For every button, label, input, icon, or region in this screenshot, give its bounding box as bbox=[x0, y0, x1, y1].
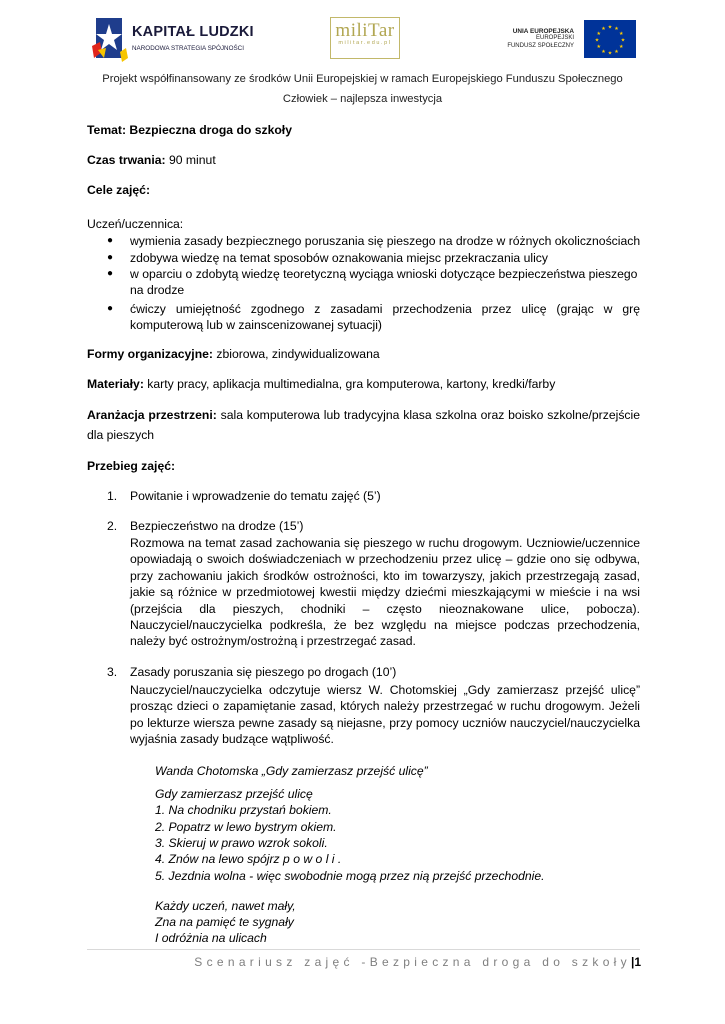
goal-item: w oparciu o zdobytą wiedzę teoretyczną wyciąga wnioski dotyczące bezpieczeństwa pieszego bbox=[130, 267, 638, 281]
step-title: Powitanie i wprowadzenie do tematu zajęć (5’) bbox=[130, 489, 381, 503]
kapital-ludzki-star-icon bbox=[90, 16, 128, 62]
materials-line bbox=[87, 376, 640, 392]
goal-item-continuation: na drodze bbox=[130, 283, 185, 297]
footer-separator: | bbox=[630, 955, 635, 969]
duration-label: Czas trwania: bbox=[87, 153, 166, 167]
eu-line-1: UNIA EUROPEJSKA bbox=[512, 28, 574, 35]
eu-line-3: FUNDUSZ SPOŁECZNY bbox=[507, 42, 574, 49]
svg-text:★: ★ bbox=[619, 44, 624, 50]
eu-text bbox=[507, 28, 574, 50]
poem-line: 3. Skieruj w prawo wzrok sokoli. bbox=[155, 836, 328, 850]
step-title: Zasady poruszania się pieszego po drogach (10’) bbox=[130, 665, 397, 679]
svg-text:★: ★ bbox=[601, 26, 606, 33]
step-number: 1. bbox=[107, 489, 118, 503]
goal-item-continuation: komputerową lub w zainscenizowanej sytuacji) bbox=[130, 318, 382, 332]
kapital-ludzki-logo bbox=[90, 14, 265, 62]
course-heading: Przebieg zajęć: bbox=[87, 459, 176, 473]
forms-value: zbiorowa, zindywidualizowana bbox=[212, 347, 380, 361]
topic-heading: Temat: Bezpieczna droga do szkoły bbox=[87, 123, 292, 137]
svg-text:★: ★ bbox=[614, 48, 619, 55]
step-text: Nauczyciel/nauczycielka odczytuje wiersz W. Chotomskiej „Gdy zamierzasz przejść ulicę” prosząc dzieci o zapamiętanie zasad, których należy przestrzegać w ruchu drogowym. Jeżeli po lekturze wiersza pewne zasady są niejasne, przy pomocy uczniów nauczyciel/nauczycielka wyjaśnia zasady budzące wątpliwość. bbox=[130, 683, 640, 747]
poem-line: 1. Na chodniku przystań bokiem. bbox=[155, 803, 332, 817]
space-line bbox=[87, 405, 640, 445]
poem-line: 2. Popatrz w lewo bystrym okiem. bbox=[155, 820, 337, 834]
svg-text:★: ★ bbox=[596, 31, 601, 37]
footer-divider bbox=[87, 949, 640, 950]
poem-line: Gdy zamierzasz przejść ulicę bbox=[155, 787, 313, 801]
svg-text:★: ★ bbox=[614, 26, 619, 33]
goal-item: zdobywa wiedzę na temat sposobów oznakowania miejsc przekraczania ulicy bbox=[130, 251, 548, 265]
svg-text:★: ★ bbox=[594, 37, 600, 44]
goal-item: wymienia zasady bezpiecznego poruszania się pieszego na drodze w różnych okolicznościach bbox=[130, 234, 641, 248]
materials-value: karty pracy, aplikacja multimedialna, gra komputerowa, kartony, kredki/farby bbox=[143, 377, 556, 391]
militar-url: militar.edu.pl bbox=[338, 40, 392, 46]
duration-line bbox=[87, 152, 640, 168]
svg-text:★: ★ bbox=[620, 37, 626, 44]
svg-text:★: ★ bbox=[619, 31, 624, 37]
bullet-icon: ● bbox=[107, 268, 114, 279]
goal-item: ćwiczy umiejętność zgodnego z zasadami przechodzenia przez ulicę (grając w grę bbox=[130, 302, 640, 316]
poem-line: I odróżnia na ulicach bbox=[155, 931, 267, 945]
militar-logo bbox=[330, 17, 400, 59]
step-title: Bezpieczeństwo na drodze (15’) bbox=[130, 519, 304, 533]
kapital-ludzki-title: KAPITAŁ LUDZKI bbox=[132, 24, 254, 40]
poem-line: Każdy uczeń, nawet mały, bbox=[155, 899, 296, 913]
page-number: 1 bbox=[634, 955, 641, 969]
step-number: 2. bbox=[107, 519, 118, 533]
forms-line bbox=[87, 346, 640, 362]
footer-text: Scenariusz zajęć -Bezpieczna droga do szkoły bbox=[194, 955, 631, 969]
poem-line: Zna na pamięć te sygnały bbox=[155, 915, 294, 929]
space-value: sala komputerowa lub tradycyjna klasa szkolna oraz boisko szkolne/przejście dla pieszych bbox=[87, 408, 640, 442]
militar-name: miliTar bbox=[335, 20, 395, 41]
duration-value: 90 minut bbox=[165, 153, 216, 167]
project-cofinancing-line: Projekt współfinansowany ze środków Unii Europejskiej w ramach Europejskiego Funduszu Społecznego bbox=[102, 73, 623, 85]
footer bbox=[194, 955, 641, 969]
poem-line: 4. Znów na lewo spójrz p o w o l i . bbox=[155, 852, 342, 866]
kapital-ludzki-subtitle: NARODOWA STRATEGIA SPÓJNOŚCI bbox=[132, 45, 244, 52]
step-text: Rozmowa na temat zasad zachowania się pieszego w ruchu drogowym. Uczniowie/uczennice opowiadają o swoich doświadczeniach w przechodzeniu przez ulicę – gdzie ono się odbywa, przy zachowaniu jakich środków ostrożności, kto im towarzyszy, jakich przestrzegają zasad, jakie są różnice w przedmiotowej kwestii między dziećmi mieszkającymi w mieście i na wsi (przejścia dla pieszych, chodniki – często nieoznakowane ulice, pobocza). Nauczyciel/nauczycielka podkreśla, że bez względu na miejsce podczas przechodzenia, należy być ostrożnym/ostrożną i przestrzegać zasad. bbox=[130, 536, 640, 649]
svg-text:★: ★ bbox=[601, 48, 606, 55]
goals-heading: Cele zajęć: bbox=[87, 183, 151, 197]
step-number: 3. bbox=[107, 665, 118, 679]
forms-label: Formy organizacyjne: bbox=[87, 347, 213, 361]
bullet-icon: ● bbox=[107, 235, 114, 246]
poem-title: Wanda Chotomska „Gdy zamierzasz przejść ulicę” bbox=[155, 764, 428, 778]
motto: Człowiek – najlepsza inwestycja bbox=[282, 93, 443, 105]
svg-text:★: ★ bbox=[607, 50, 613, 57]
svg-text:★: ★ bbox=[607, 24, 613, 31]
eu-line-2: EUROPEJSKI bbox=[535, 35, 574, 42]
bullet-icon: ● bbox=[107, 303, 114, 314]
student-label: Uczeń/uczennica: bbox=[87, 217, 184, 231]
poem-line: 5. Jezdnia wolna - więc swobodnie mogą przez nią przejść przechodnie. bbox=[155, 869, 545, 883]
space-label: Aranżacja przestrzeni: bbox=[87, 408, 217, 422]
materials-label: Materiały: bbox=[87, 377, 144, 391]
eu-logo bbox=[500, 18, 636, 60]
bullet-icon: ● bbox=[107, 252, 114, 263]
svg-text:★: ★ bbox=[596, 44, 601, 50]
eu-flag-icon bbox=[584, 20, 636, 58]
